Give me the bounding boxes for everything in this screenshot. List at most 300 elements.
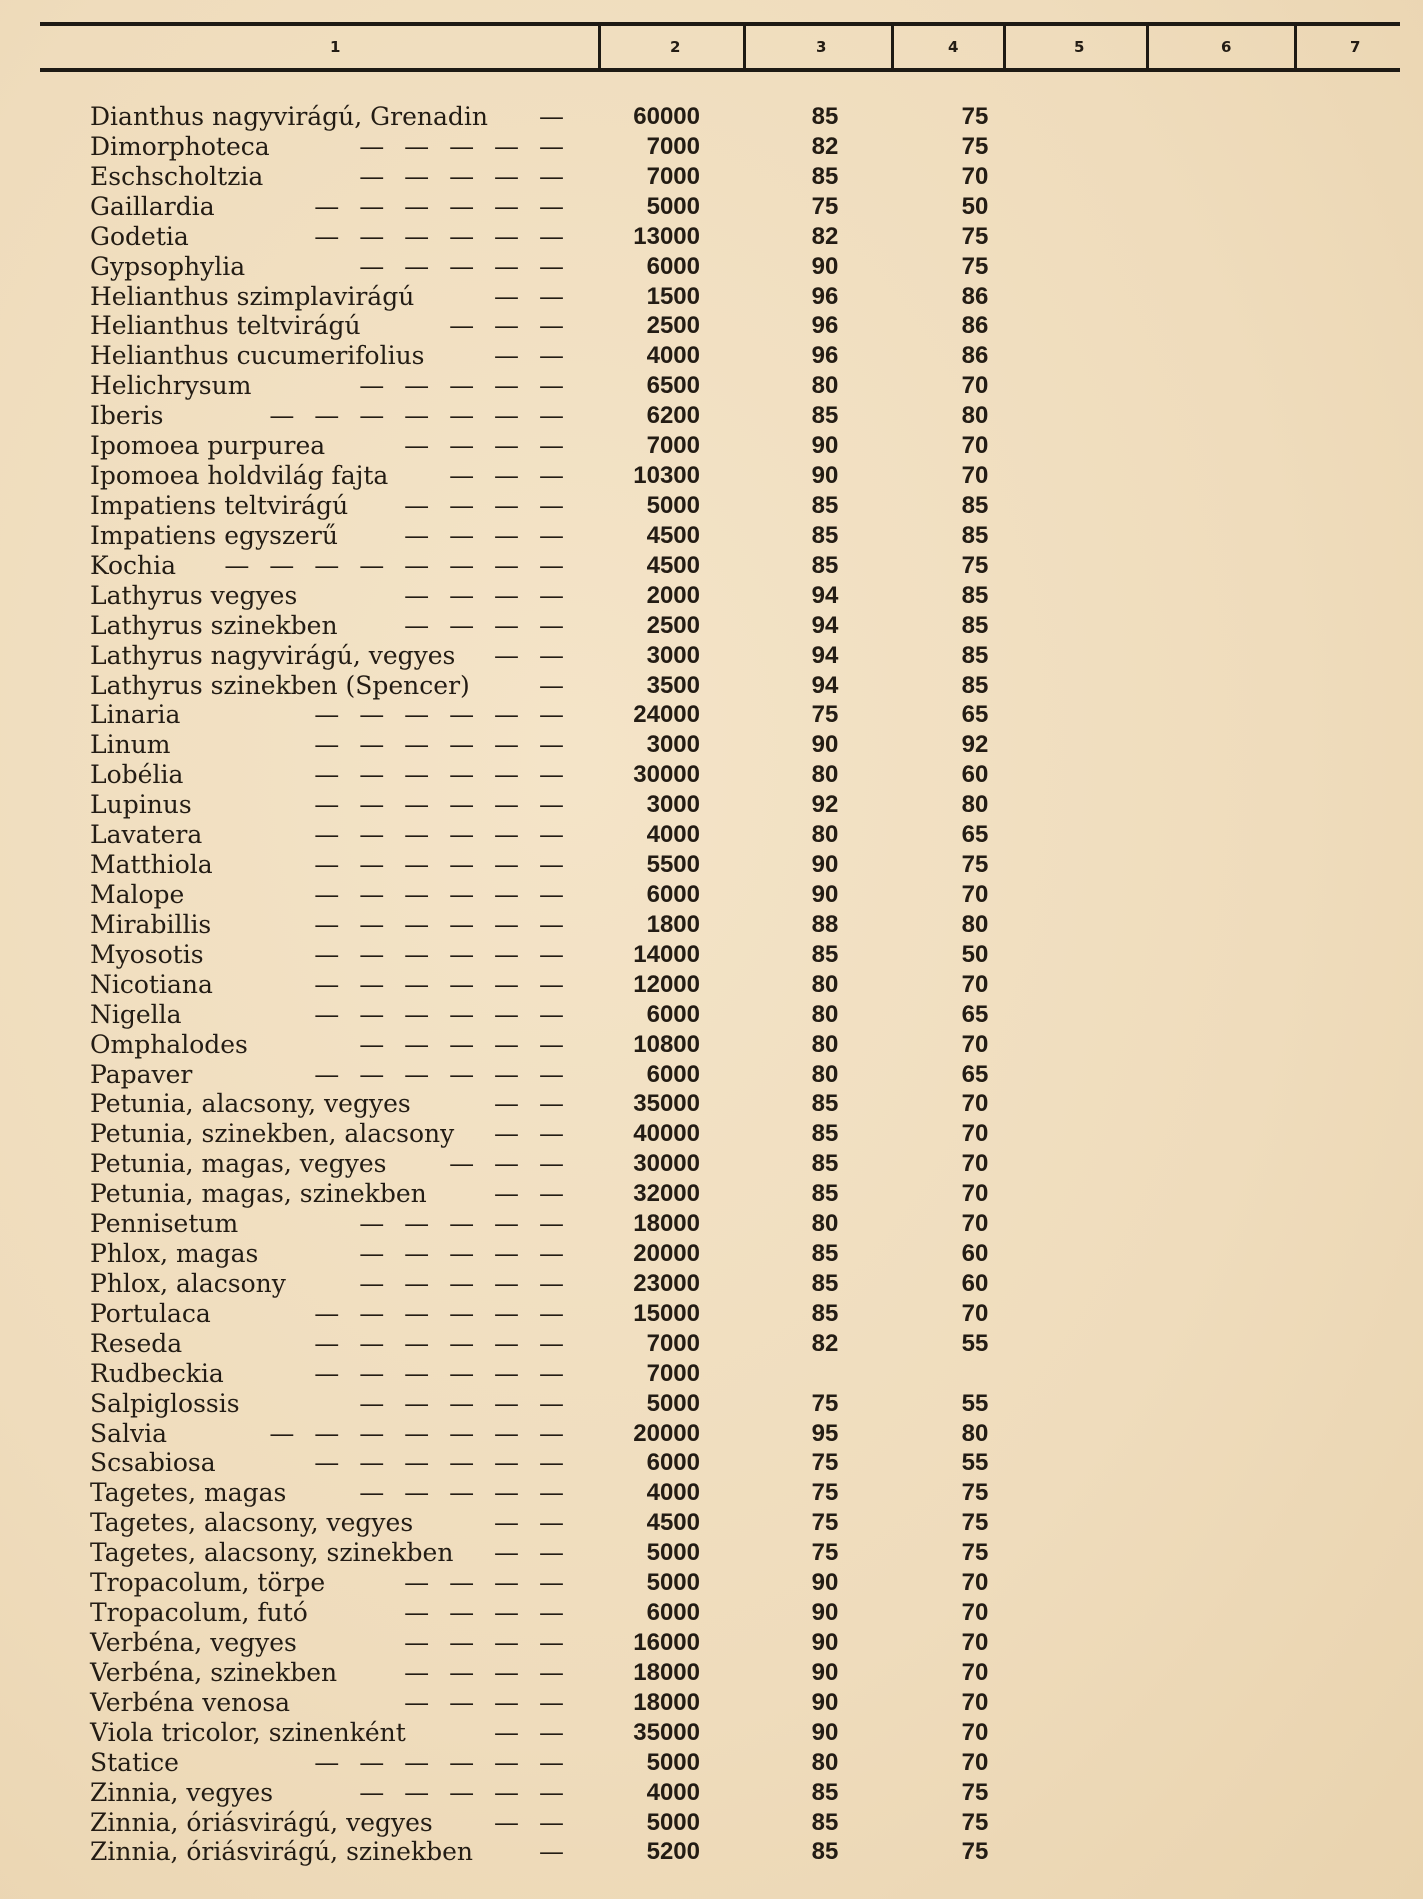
- column-3-value: 75: [811, 1509, 839, 1537]
- plant-name: Gaillardia: [90, 191, 215, 221]
- row-leader-dashes: — — — — — —: [314, 969, 570, 999]
- column-3-value: 90: [811, 1688, 839, 1716]
- row-leader-dashes: — — — — — —: [314, 1059, 570, 1089]
- column-4-value: 70: [961, 462, 989, 490]
- column-4-value: 75: [961, 252, 989, 280]
- plant-name: Tropacolum, futó: [90, 1598, 308, 1628]
- plant-name: Lathyrus vegyes: [90, 580, 298, 610]
- column-3-value: 75: [811, 701, 839, 729]
- plant-name: Verbéna, szinekben: [90, 1657, 338, 1687]
- table-row: [0, 282, 1423, 312]
- table-row: [0, 880, 1423, 910]
- column-4-value: 70: [961, 880, 989, 908]
- plant-name: Dimorphoteca: [90, 131, 270, 161]
- table-row: [0, 1748, 1423, 1778]
- table-row: [0, 641, 1423, 671]
- plant-name: Tropacolum, törpe: [90, 1568, 326, 1598]
- column-2-value: 35000: [633, 1090, 700, 1118]
- column-2-value: 4500: [646, 1509, 700, 1537]
- table-row: [0, 1508, 1423, 1538]
- column-2-value: 6000: [646, 1060, 700, 1088]
- row-leader-dashes: — — — — — —: [314, 1747, 570, 1777]
- column-2-value: 4500: [646, 551, 700, 579]
- plant-name: Scsabiosa: [90, 1448, 216, 1478]
- column-2-value: 5000: [646, 491, 700, 519]
- column-3-value: 75: [811, 1389, 839, 1417]
- column-2-value: 1500: [646, 282, 700, 310]
- column-header-2: 2: [670, 38, 681, 56]
- column-2-value: 5000: [646, 1539, 700, 1567]
- column-4-value: 75: [961, 132, 989, 160]
- column-2-value: 4000: [646, 342, 700, 370]
- plant-name: Gypsophylia: [90, 251, 246, 281]
- plant-name: Phlox, magas: [90, 1239, 259, 1269]
- column-4-value: 75: [961, 1539, 989, 1567]
- column-3-value: 80: [811, 1210, 839, 1238]
- row-leader-dashes: — —: [494, 640, 570, 670]
- row-leader-dashes: — — — — — — — —: [224, 550, 570, 580]
- column-2-value: 40000: [633, 1120, 700, 1148]
- column-3-value: 85: [811, 491, 839, 519]
- column-4-value: 70: [961, 1658, 989, 1686]
- row-leader-dashes: — — — —: [404, 1657, 570, 1687]
- plant-name: Tagetes, magas: [90, 1478, 287, 1508]
- column-3-value: 94: [811, 611, 839, 639]
- column-3-value: 85: [811, 1180, 839, 1208]
- table-row: [0, 1060, 1423, 1090]
- column-2-value: 6000: [646, 1449, 700, 1477]
- column-3-value: 85: [811, 551, 839, 579]
- column-2-value: 18000: [633, 1688, 700, 1716]
- column-4-value: 92: [961, 731, 989, 759]
- column-separator: [743, 26, 746, 68]
- table-row: [0, 102, 1423, 132]
- column-3-value: 85: [811, 1090, 839, 1118]
- row-leader-dashes: — —: [494, 1508, 570, 1538]
- column-2-value: 4000: [646, 821, 700, 849]
- plant-name: Reseda: [90, 1328, 183, 1358]
- column-2-value: 4500: [646, 521, 700, 549]
- plant-name: Salvia: [90, 1418, 168, 1448]
- table-row: [0, 671, 1423, 701]
- column-4-value: 70: [961, 432, 989, 460]
- row-leader-dashes: — — — — — —: [314, 1328, 570, 1358]
- column-4-value: 75: [961, 1808, 989, 1836]
- row-leader-dashes: — — — — —: [359, 1209, 570, 1239]
- row-leader-dashes: — — — — —: [359, 131, 570, 161]
- plant-name: Petunia, magas, szinekben: [90, 1179, 427, 1209]
- column-4-value: 70: [961, 1569, 989, 1597]
- table-row: [0, 401, 1423, 431]
- table-row: [0, 1389, 1423, 1419]
- column-2-value: 6000: [646, 880, 700, 908]
- column-3-value: 90: [811, 731, 839, 759]
- table-row: [0, 1419, 1423, 1449]
- row-leader-dashes: — — — — — —: [314, 1448, 570, 1478]
- column-4-value: 70: [961, 1718, 989, 1746]
- row-leader-dashes: — — — — —: [359, 1478, 570, 1508]
- plant-name: Pennisetum: [90, 1209, 239, 1239]
- row-leader-dashes: — —: [494, 1089, 570, 1119]
- table-row: [0, 1568, 1423, 1598]
- row-leader-dashes: —: [539, 670, 570, 700]
- column-3-value: 90: [811, 1629, 839, 1657]
- column-3-value: 80: [811, 1748, 839, 1776]
- plant-name: Myosotis: [90, 939, 204, 969]
- column-4-value: 85: [961, 641, 989, 669]
- row-leader-dashes: — — — —: [404, 580, 570, 610]
- column-2-value: 15000: [633, 1299, 700, 1327]
- column-2-value: 1800: [646, 910, 700, 938]
- plant-name: Eschscholtzia: [90, 161, 264, 191]
- row-leader-dashes: — — — — — —: [314, 1358, 570, 1388]
- column-2-value: 14000: [633, 940, 700, 968]
- table-row: [0, 1538, 1423, 1568]
- column-header-5: 5: [1074, 38, 1085, 56]
- column-header-3: 3: [816, 38, 827, 56]
- column-2-value: 30000: [633, 761, 700, 789]
- column-separator: [1294, 26, 1297, 68]
- column-4-value: 55: [961, 1329, 989, 1357]
- table-row: [0, 1269, 1423, 1299]
- row-leader-dashes: — — — — — —: [314, 939, 570, 969]
- column-header-1: 1: [330, 38, 341, 56]
- column-2-value: 7000: [646, 1359, 700, 1387]
- row-leader-dashes: — — — —: [404, 610, 570, 640]
- table-row: [0, 790, 1423, 820]
- column-3-value: 85: [811, 103, 839, 130]
- plant-name: Kochia: [90, 550, 177, 580]
- plant-name: Godetia: [90, 221, 189, 251]
- row-leader-dashes: — — — — — —: [314, 760, 570, 790]
- table-row: [0, 1778, 1423, 1808]
- row-leader-dashes: — — — — — —: [314, 700, 570, 730]
- column-3-value: 85: [811, 940, 839, 968]
- column-2-value: 20000: [633, 1240, 700, 1268]
- column-3-value: 85: [811, 1269, 839, 1297]
- column-2-value: 2500: [646, 312, 700, 340]
- row-leader-dashes: — — — — — —: [314, 820, 570, 850]
- table-row: [0, 1239, 1423, 1269]
- column-2-value: 16000: [633, 1629, 700, 1657]
- table-row: [0, 461, 1423, 491]
- column-2-value: 5200: [646, 1838, 700, 1866]
- column-separator: [891, 26, 894, 68]
- table-row: [0, 162, 1423, 192]
- row-leader-dashes: — — —: [449, 311, 570, 341]
- column-4-value: 60: [961, 1269, 989, 1297]
- column-2-value: 6000: [646, 252, 700, 280]
- header-bottom-rule: [40, 68, 1400, 72]
- plant-name: Helianthus teltvirágú: [90, 311, 361, 341]
- table-row: [0, 1658, 1423, 1688]
- table-row: [0, 1119, 1423, 1149]
- column-4-value: 70: [961, 1030, 989, 1058]
- column-3-value: 80: [811, 821, 839, 849]
- column-2-value: 13000: [633, 222, 700, 250]
- column-4-value: 75: [961, 851, 989, 879]
- column-3-value: 92: [811, 791, 839, 819]
- table-row: [0, 1209, 1423, 1239]
- column-4-value: 60: [961, 761, 989, 789]
- column-3-value: 85: [811, 1778, 839, 1806]
- row-leader-dashes: — —: [494, 1179, 570, 1209]
- table-row: [0, 581, 1423, 611]
- column-3-value: 80: [811, 761, 839, 789]
- column-separator: [1146, 26, 1149, 68]
- column-2-value: 3000: [646, 641, 700, 669]
- plant-name: Rudbeckia: [90, 1358, 224, 1388]
- column-2-value: 5000: [646, 192, 700, 220]
- row-leader-dashes: — — — —: [404, 490, 570, 520]
- column-3-value: 96: [811, 312, 839, 340]
- plant-name: Omphalodes: [90, 1029, 248, 1059]
- column-2-value: 23000: [633, 1269, 700, 1297]
- row-leader-dashes: — —: [494, 1119, 570, 1149]
- plant-name: Tagetes, alacsony, vegyes: [90, 1508, 414, 1538]
- table-row: [0, 910, 1423, 940]
- plant-name: Helianthus szimplavirágú: [90, 281, 415, 311]
- row-leader-dashes: —: [539, 102, 570, 131]
- header-top-rule: [40, 22, 1400, 26]
- column-4-value: 65: [961, 701, 989, 729]
- row-leader-dashes: — — — —: [404, 1568, 570, 1598]
- plant-name: Lathyrus szinekben: [90, 610, 338, 640]
- column-4-value: 70: [961, 1090, 989, 1118]
- column-4-value: 70: [961, 1299, 989, 1327]
- column-3-value: 80: [811, 1030, 839, 1058]
- plant-name: Helianthus cucumerifolius: [90, 341, 425, 371]
- column-4-value: 80: [961, 402, 989, 430]
- column-3-value: 85: [811, 1150, 839, 1178]
- plant-name: Lathyrus nagyvirágú, vegyes: [90, 640, 456, 670]
- column-2-value: 18000: [633, 1210, 700, 1238]
- table-row: [0, 311, 1423, 341]
- table-row: [0, 371, 1423, 401]
- column-2-value: 2000: [646, 581, 700, 609]
- plant-name: Matthiola: [90, 850, 213, 880]
- column-4-value: 70: [961, 1748, 989, 1776]
- row-leader-dashes: — — — — —: [359, 161, 570, 191]
- table-row: [0, 1598, 1423, 1628]
- column-4-value: 70: [961, 1599, 989, 1627]
- row-leader-dashes: — — — — —: [359, 1268, 570, 1298]
- column-2-value: 6000: [646, 1000, 700, 1028]
- row-leader-dashes: — —: [494, 1807, 570, 1837]
- plant-name: Lupinus: [90, 790, 192, 820]
- table-row: [0, 1030, 1423, 1060]
- row-leader-dashes: — — — — — —: [314, 221, 570, 251]
- column-2-value: 12000: [633, 970, 700, 998]
- plant-name: Iberis: [90, 401, 164, 431]
- column-3-value: 85: [811, 162, 839, 190]
- table-row: [0, 1837, 1423, 1867]
- plant-name: Linaria: [90, 700, 181, 730]
- table-row: [0, 820, 1423, 850]
- column-header-6: 6: [1221, 38, 1232, 56]
- column-3-value: 90: [811, 880, 839, 908]
- column-4-value: 75: [961, 1479, 989, 1507]
- column-3-value: 82: [811, 222, 839, 250]
- table-row: [0, 1000, 1423, 1030]
- row-leader-dashes: — — — —: [404, 431, 570, 461]
- plant-name: Petunia, alacsony, vegyes: [90, 1089, 411, 1119]
- column-4-value: 75: [961, 1778, 989, 1806]
- row-leader-dashes: — — — — —: [359, 251, 570, 281]
- column-4-value: 86: [961, 312, 989, 340]
- row-leader-dashes: — — — —: [404, 1687, 570, 1717]
- column-2-value: 7000: [646, 132, 700, 160]
- column-separator: [1003, 26, 1006, 68]
- column-3-value: 85: [811, 1240, 839, 1268]
- column-3-value: 82: [811, 1329, 839, 1357]
- column-2-value: 4000: [646, 1778, 700, 1806]
- row-leader-dashes: — — — — — —: [314, 999, 570, 1029]
- column-3-value: 80: [811, 1060, 839, 1088]
- column-2-value: 32000: [633, 1180, 700, 1208]
- plant-name: Impatiens teltvirágú: [90, 490, 349, 520]
- table-row: [0, 1089, 1423, 1119]
- column-4-value: 85: [961, 521, 989, 549]
- column-4-value: 70: [961, 1120, 989, 1148]
- column-3-value: 75: [811, 1539, 839, 1567]
- row-leader-dashes: — — — — — — —: [269, 401, 570, 431]
- table-row: [0, 940, 1423, 970]
- column-4-value: 85: [961, 611, 989, 639]
- row-leader-dashes: — — — —: [404, 1598, 570, 1628]
- column-2-value: 5000: [646, 1748, 700, 1776]
- column-2-value: 3000: [646, 791, 700, 819]
- plant-name: Papaver: [90, 1059, 193, 1089]
- column-3-value: 90: [811, 1569, 839, 1597]
- column-3-value: 90: [811, 1599, 839, 1627]
- column-3-value: 94: [811, 671, 839, 699]
- column-4-value: 70: [961, 162, 989, 190]
- table-row: [0, 431, 1423, 461]
- column-3-value: 90: [811, 1658, 839, 1686]
- plant-name: Zinnia, vegyes: [90, 1777, 274, 1807]
- table-row: [0, 521, 1423, 551]
- plant-name: Helichrysum: [90, 371, 252, 401]
- plant-name: Zinnia, óriásvirágú, vegyes: [90, 1807, 433, 1837]
- plant-name: Verbéna, vegyes: [90, 1628, 297, 1658]
- table-row: [0, 1149, 1423, 1179]
- row-leader-dashes: — — — — —: [359, 371, 570, 401]
- table-row: [0, 192, 1423, 222]
- column-2-value: 3500: [646, 671, 700, 699]
- plant-name: Nicotiana: [90, 969, 213, 999]
- column-3-value: 75: [811, 1479, 839, 1507]
- plant-name: Petunia, szinekben, alacsony: [90, 1119, 455, 1149]
- column-4-value: 75: [961, 222, 989, 250]
- column-3-value: 80: [811, 1000, 839, 1028]
- column-4-value: 65: [961, 821, 989, 849]
- plant-name: Nigella: [90, 999, 182, 1029]
- table-row: [0, 1329, 1423, 1359]
- column-header-7: 7: [1350, 38, 1361, 56]
- column-4-value: 65: [961, 1060, 989, 1088]
- column-2-value: 5500: [646, 851, 700, 879]
- plant-name: Phlox, alacsony: [90, 1268, 286, 1298]
- column-4-value: 80: [961, 791, 989, 819]
- plant-name: Portulaca: [90, 1298, 211, 1328]
- column-3-value: 82: [811, 132, 839, 160]
- column-3-value: 85: [811, 1299, 839, 1327]
- row-leader-dashes: —: [539, 1837, 570, 1867]
- table-row: [0, 1478, 1423, 1508]
- plant-name: Lobélia: [90, 760, 184, 790]
- row-leader-dashes: — — — — — —: [314, 191, 570, 221]
- column-3-value: 80: [811, 970, 839, 998]
- column-3-value: 85: [811, 521, 839, 549]
- table-row: [0, 1628, 1423, 1658]
- plant-name: Verbéna venosa: [90, 1687, 291, 1717]
- column-4-value: 55: [961, 1389, 989, 1417]
- table-row: [0, 491, 1423, 521]
- column-4-value: 65: [961, 1000, 989, 1028]
- column-2-value: 24000: [633, 701, 700, 729]
- row-leader-dashes: — — — — —: [359, 1388, 570, 1418]
- column-4-value: 85: [961, 581, 989, 609]
- plant-name: Linum: [90, 730, 171, 760]
- column-4-value: 80: [961, 1419, 989, 1447]
- column-4-value: 80: [961, 910, 989, 938]
- row-leader-dashes: — — — — — —: [314, 879, 570, 909]
- column-3-value: 96: [811, 342, 839, 370]
- column-4-value: 70: [961, 1180, 989, 1208]
- plant-name: Lavatera: [90, 820, 203, 850]
- column-4-value: 85: [961, 491, 989, 519]
- row-leader-dashes: — — — —: [404, 520, 570, 550]
- column-3-value: 96: [811, 282, 839, 310]
- column-3-value: 85: [811, 402, 839, 430]
- column-3-value: 90: [811, 252, 839, 280]
- plant-name: Lathyrus szinekben (Spencer): [90, 670, 470, 700]
- column-2-value: 18000: [633, 1658, 700, 1686]
- row-leader-dashes: — —: [494, 281, 570, 311]
- column-3-value: 88: [811, 910, 839, 938]
- table-row: [0, 970, 1423, 1000]
- table-row: [0, 1299, 1423, 1329]
- row-leader-dashes: — —: [494, 1538, 570, 1568]
- row-leader-dashes: — — — — — —: [314, 850, 570, 880]
- column-4-value: 70: [961, 372, 989, 400]
- column-2-value: 5000: [646, 1389, 700, 1417]
- column-2-value: 10800: [633, 1030, 700, 1058]
- table-row: [0, 611, 1423, 641]
- column-3-value: 85: [811, 1838, 839, 1866]
- column-4-value: 86: [961, 342, 989, 370]
- row-leader-dashes: — — — — —: [359, 1239, 570, 1269]
- row-leader-dashes: — —: [494, 1717, 570, 1747]
- column-2-value: 3000: [646, 731, 700, 759]
- column-4-value: 50: [961, 192, 989, 220]
- column-4-value: 70: [961, 1688, 989, 1716]
- column-4-value: 55: [961, 1449, 989, 1477]
- column-3-value: 80: [811, 372, 839, 400]
- column-4-value: 75: [961, 551, 989, 579]
- plant-name: Statice: [90, 1747, 179, 1777]
- plant-name: Dianthus nagyvirágú, Grenadin: [90, 102, 488, 131]
- column-3-value: 90: [811, 1718, 839, 1746]
- plant-name: Ipomoea purpurea: [90, 431, 326, 461]
- row-leader-dashes: — — — — — —: [314, 1298, 570, 1328]
- plant-name: Zinnia, óriásvirágú, szinekben: [90, 1837, 474, 1867]
- seed-table-body: [0, 102, 1423, 1867]
- table-row: [0, 1448, 1423, 1478]
- row-leader-dashes: — — —: [449, 461, 570, 491]
- column-3-value: 75: [811, 192, 839, 220]
